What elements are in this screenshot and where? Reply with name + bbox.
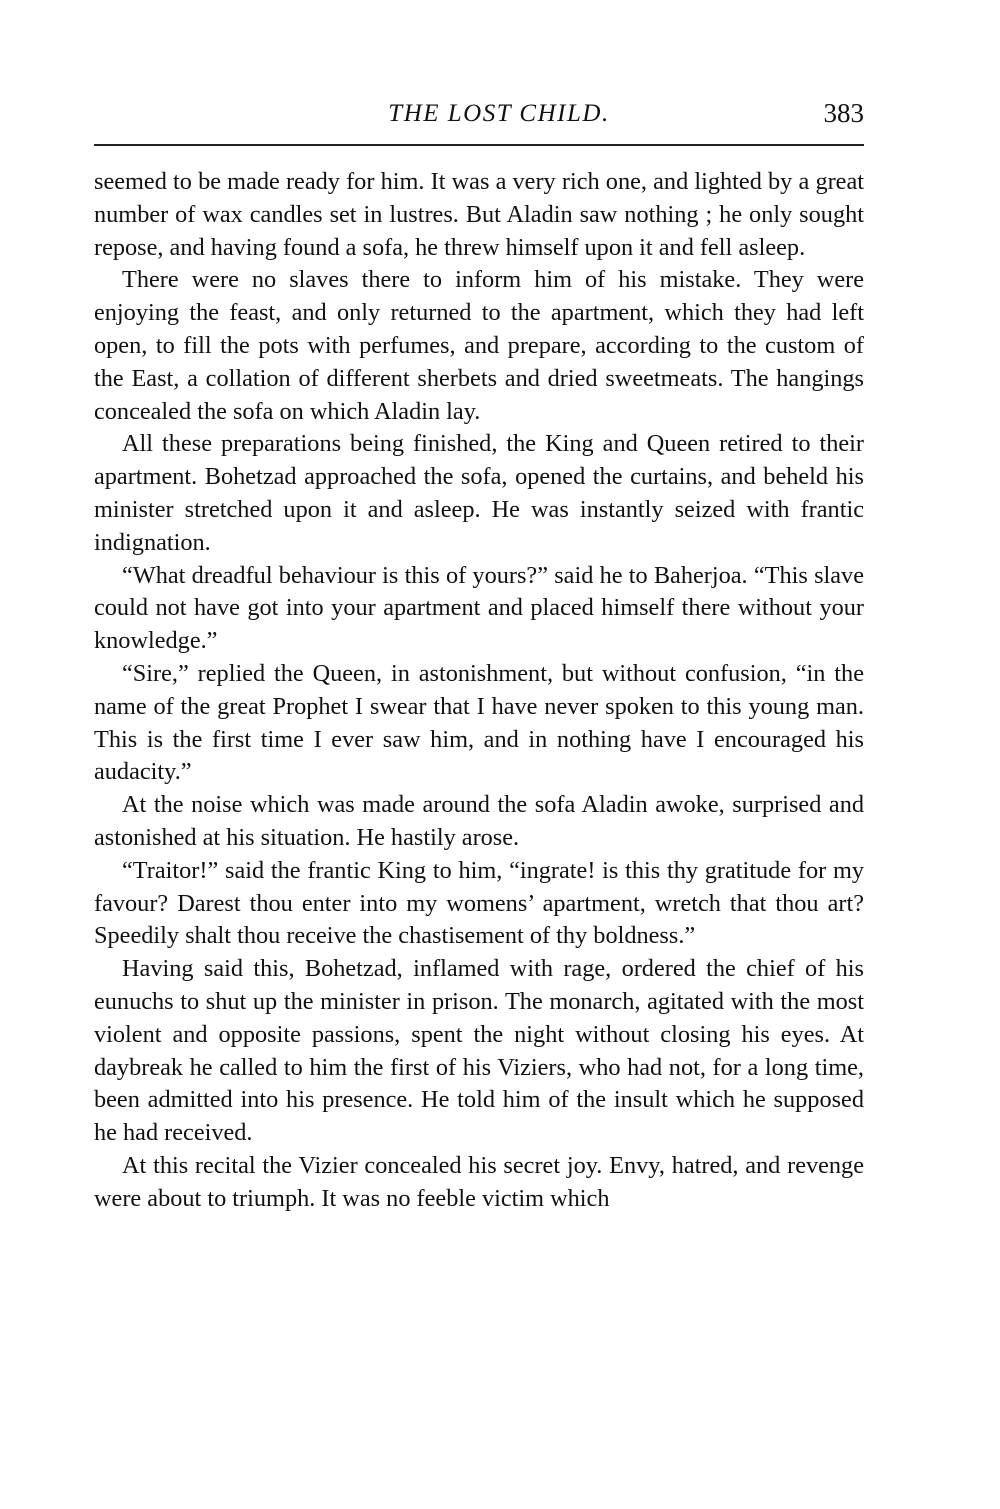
paragraph: “Traitor!” said the frantic King to him, “ingrate! is this thy gratitude for my favour? Darest thou enter into my womens’ apartment, wretch that thou art? Speedily shalt thou receive the chastisement of thy boldness.”	[94, 856, 864, 950]
paragraph: At this recital the Vizier concealed his secret joy. Envy, hatred, and revenge were about to triumph. It was no feeble victim which	[94, 1151, 864, 1212]
paragraph: “What dreadful behaviour is this of yours?” said he to Baherjoa. “This slave could not have got into your apartment and placed himself there without your knowledge.”	[94, 561, 864, 655]
header-rule	[94, 144, 864, 146]
paragraph: There were no slaves there to inform him of his mistake. They were enjoying the feast, and only returned to the apartment, which they had left open, to fill the pots with perfumes, and prepare, according to the custom of the East, a collation of different sherbets and dried sweetmeats. The hangings concealed the sofa on which Aladin lay.	[94, 266, 864, 425]
running-title: THE LOST CHILD.	[388, 100, 610, 127]
paragraph: Having said this, Bohetzad, inflamed with rage, ordered the chief of his eunuchs to shut up the minister in prison. The monarch, agitated with the most violent and opposite passions, spent the night without closing his eyes. At daybreak he called to him the first of his Viziers, who had not, for a long time, been admitted into his presence. He told him of the insult which he supposed he had received.	[94, 955, 864, 1147]
body-text	[94, 166, 864, 1216]
page-number: 383	[823, 98, 864, 128]
running-head	[94, 96, 864, 136]
paragraph: seemed to be made ready for him. It was a very rich one, and lighted by a great number of wax candles set in lustres. But Aladin saw nothing ; he only sought repose, and having found a sofa, he threw himself upon it and fell asleep.	[94, 168, 864, 261]
paragraph: At the noise which was made around the sofa Aladin awoke, surprised and astonished at his situation. He hastily arose.	[94, 791, 864, 851]
paragraph: All these preparations being finished, the King and Queen retired to their apartment. Bohetzad approached the sofa, opened the curtains, and beheld his minister stretched upon it and asleep. He was instantly seized with frantic indignation.	[94, 430, 864, 556]
book-page	[94, 96, 864, 1212]
paragraph: “Sire,” replied the Queen, in astonishment, but without confusion, “in the name of the great Prophet I swear that I have never spoken to this young man. This is the first time I ever saw him, and in nothing have I encouraged his audacity.”	[94, 659, 864, 786]
